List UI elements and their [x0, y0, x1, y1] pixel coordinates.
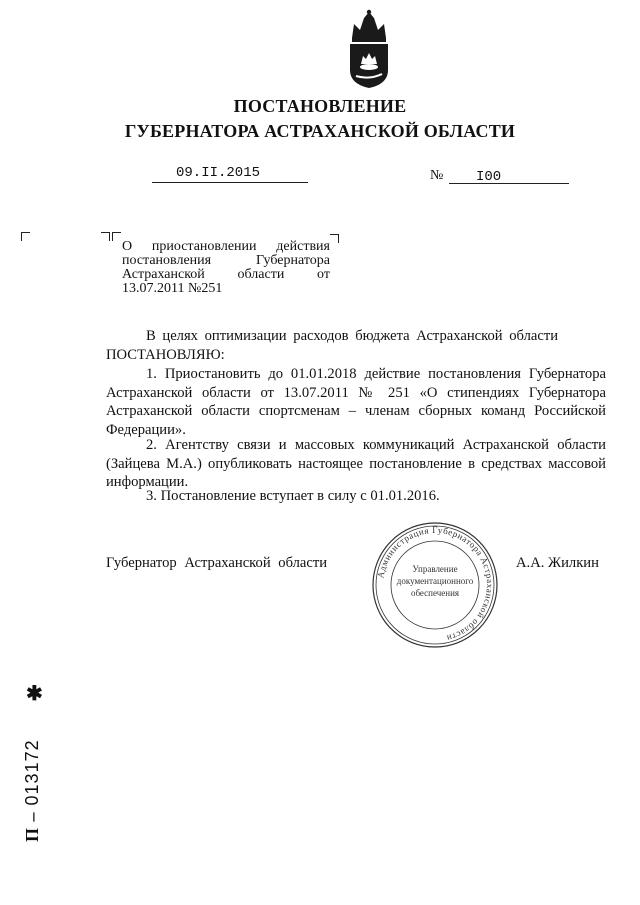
number-underline: [449, 183, 569, 184]
decree-item-1: 1. Приостановить до 01.01.2018 действие постановления Губернатора Астраханской области от 13.07.2011 № 251 «О стипендиях Губернатора Астраханской области спортсменам – членам сборных команд Российской Федерации».: [106, 366, 606, 438]
subject-word: от: [317, 267, 330, 282]
number-sign: №: [430, 168, 444, 183]
subject-word: Губернатора: [255, 253, 330, 268]
subject-corner-mark-a: [101, 232, 110, 241]
left-margin-corner-mark: [21, 232, 30, 241]
subject-corner-mark-b: [112, 232, 121, 241]
document-number: I00: [476, 169, 502, 185]
subject-line-4: [122, 282, 330, 296]
subject-word: 13.07.2011 №251: [122, 281, 223, 296]
decree-word: ПОСТАНОВЛЯЮ:: [106, 347, 225, 363]
decree-item-2: 2. Агентству связи и массовых коммуникаций Астраханской области (Зайцева М.А.) опубликовать настоящее постановление в средствах массовой информации.: [106, 437, 606, 490]
stamp-inner-line-3: обеспечения: [410, 588, 460, 598]
subject-line-3: [122, 268, 330, 282]
subject-block: [122, 240, 330, 296]
subject-line-1: [122, 240, 330, 254]
margin-star-mark: ✱: [26, 683, 43, 705]
document-type-title: ПОСТАНОВЛЕНИЕ: [233, 96, 407, 116]
issuer-title: ГУБЕРНАТОРА АСТРАХАНСКОЙ ОБЛАСТИ: [124, 121, 516, 141]
date-underline: [152, 182, 308, 183]
serial-prefix: П –: [22, 811, 42, 842]
stamp-inner-line-2: документационного: [396, 576, 474, 586]
subject-word: постановления: [122, 253, 212, 268]
signatory-position: Губернатор Астраханской области: [106, 555, 328, 571]
subject-line-2: [122, 254, 330, 268]
preamble: В целях оптимизации расходов бюджета Астраханской области: [146, 328, 559, 344]
subject-corner-mark-c: [330, 234, 339, 243]
serial-number: 013172: [22, 739, 42, 806]
subject-word: области: [237, 267, 285, 282]
coat-of-arms-icon: [344, 8, 394, 90]
stamp-inner-line-1: Управление: [412, 564, 458, 574]
official-seal-stamp: [370, 520, 500, 650]
stamp-outer-text: Администрация Губернатора Астраханской области: [375, 524, 496, 644]
document-date: 09.II.2015: [176, 165, 261, 181]
document-serial: [22, 739, 43, 842]
subject-word: действия: [276, 239, 330, 254]
subject-word: О: [122, 239, 133, 254]
signatory-name: А.А. Жилкин: [516, 555, 599, 571]
subject-word: приостановлении: [151, 239, 257, 254]
subject-word: Астраханской: [122, 267, 205, 282]
decree-item-3: 3. Постановление вступает в силу с 01.01.2016.: [146, 488, 440, 504]
